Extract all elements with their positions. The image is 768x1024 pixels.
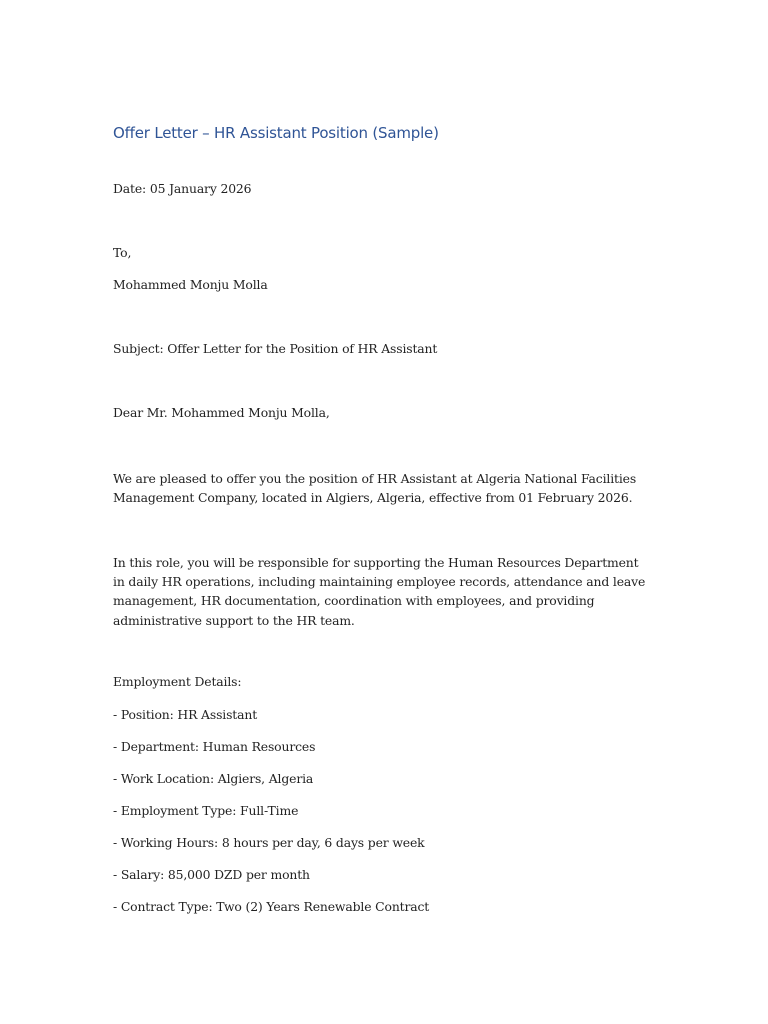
list-item: - Salary: 85,000 DZD per month bbox=[113, 867, 310, 882]
list-item: - Position: HR Assistant bbox=[113, 707, 258, 722]
address-to: To, bbox=[113, 245, 132, 260]
list-item: - Work Location: Algiers, Algeria bbox=[113, 771, 314, 786]
employment-details-heading: Employment Details: bbox=[113, 674, 242, 689]
letter-title: Offer Letter – HR Assistant Position (Sample) bbox=[113, 124, 439, 142]
list-item: - Department: Human Resources bbox=[113, 739, 316, 754]
list-item: - Employment Type: Full-Time bbox=[113, 803, 299, 818]
employment-details-list bbox=[113, 705, 429, 929]
salutation: Dear Mr. Mohammed Monju Molla, bbox=[113, 405, 330, 420]
list-item: - Working Hours: 8 hours per day, 6 days per week bbox=[113, 835, 425, 850]
recipient-name: Mohammed Monju Molla bbox=[113, 277, 268, 292]
offer-paragraph: We are pleased to offer you the position of HR Assistant at Algeria National Facilities Management Company, located in Algiers, Algeria, effective from 01 February 2026. bbox=[113, 471, 637, 506]
letter-date: Date: 05 January 2026 bbox=[113, 181, 252, 196]
responsibilities-paragraph: In this role, you will be responsible for supporting the Human Resources Department in daily HR operations, including maintaining employee records, attendance and leave management, HR documentation, coordination with employees, and providing administrative support to the HR team. bbox=[113, 555, 646, 628]
letter-subject: Subject: Offer Letter for the Position of HR Assistant bbox=[113, 341, 438, 356]
list-item: - Contract Type: Two (2) Years Renewable Contract bbox=[113, 899, 430, 914]
